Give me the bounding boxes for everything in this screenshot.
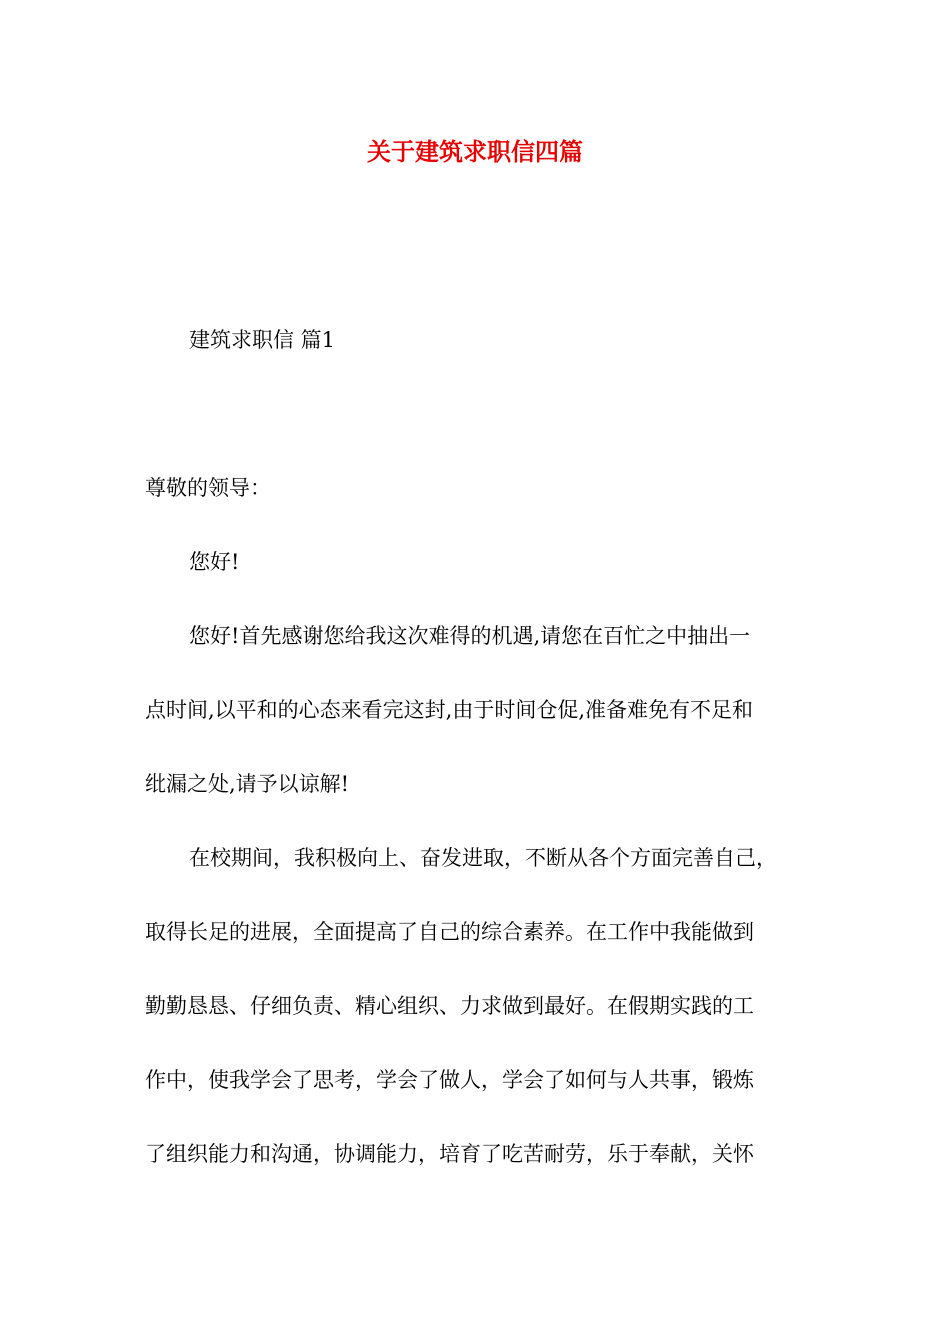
paragraph-line: 勤勤恳恳、仔细负责、精心组织、力求做到最好。在假期实践的工 xyxy=(145,994,754,1018)
salutation: 尊敬的领导： xyxy=(145,476,271,500)
document-title: 关于建筑求职信四篇 xyxy=(367,137,583,166)
paragraph-line: 在校期间，我积极向上、奋发进取，不断从各个方面完善自己， xyxy=(189,846,777,870)
paragraph-line: 点时间,以平和的心态来看完这封,由于时间仓促,准备难免有不足和 xyxy=(145,698,754,722)
section-heading: 建筑求职信 篇1 xyxy=(189,328,336,352)
paragraph-line: 作中，使我学会了思考，学会了做人，学会了如何与人共事，锻炼 xyxy=(145,1068,754,1092)
paragraph-1 xyxy=(145,618,810,840)
paragraph-line: 纰漏之处,请予以谅解! xyxy=(145,772,350,796)
paragraph-line: 了组织能力和沟通，协调能力，培育了吃苦耐劳，乐于奉献，关怀 xyxy=(145,1142,754,1166)
greeting: 您好! xyxy=(189,550,240,574)
paragraph-line: 取得长足的进展，全面提高了自己的综合素养。在工作中我能做到 xyxy=(145,920,754,944)
paragraph-2 xyxy=(145,840,810,1172)
letter-body xyxy=(145,470,810,1172)
paragraph-line: 您好!首先感谢您给我这次难得的机遇,请您在百忙之中抽出一 xyxy=(189,624,751,648)
